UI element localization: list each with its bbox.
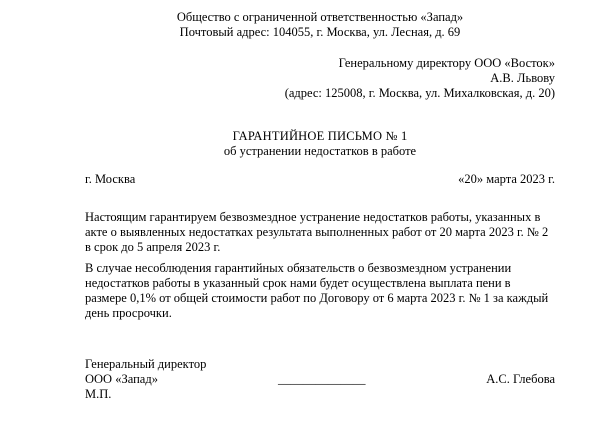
- body-paragraph-1: Настоящим гарантируем безвозмездное устранение недостатков работы, указанных в акте о выявленных недостатках результата выполненных работ от 20 марта 2023 г. № 2 в срок до 5 апреля 2023 г.: [85, 210, 549, 254]
- recipient-address-line: (адрес: 125008, г. Москва, ул. Михалковская, д. 20): [284, 86, 555, 100]
- seal-mark: М.П.: [85, 387, 112, 401]
- sender-address-line: Почтовый адрес: 104055, г. Москва, ул. Лесная, д. 69: [179, 25, 461, 39]
- recipient-position-line: Генеральному директору ООО «Восток»: [338, 56, 555, 70]
- signatory-company-line: ООО «Запад»: [85, 372, 158, 386]
- place-city: г. Москва: [85, 172, 136, 186]
- letter-subtitle: об устранении недостатков в работе: [223, 144, 417, 158]
- letter-title-block: [85, 129, 555, 159]
- recipient-block: [85, 56, 555, 101]
- signature-line: ______________: [278, 372, 366, 386]
- recipient-name-line: А.В. Львову: [490, 71, 555, 85]
- signatory-name: А.С. Глебова: [486, 372, 555, 386]
- signatory-position-line: Генеральный директор: [85, 357, 207, 371]
- signature-block: [85, 357, 555, 402]
- body-paragraph-2: В случае несоблюдения гарантийных обязательств о безвозмездном устранении недостатков работы в указанный срок нами будет осуществлена выплата пени в размере 0,1% от общей стоимости работ по Договору от 6 марта 2023 г. № 1 за каждый день просрочки.: [85, 261, 549, 320]
- sender-block: [85, 10, 555, 40]
- letter-date: «20» марта 2023 г.: [458, 172, 555, 186]
- place-date-row: [85, 172, 555, 187]
- sender-company-line: Общество с ограниченной ответственностью «Запад»: [176, 10, 464, 24]
- letter-title: ГАРАНТИЙНОЕ ПИСЬМО № 1: [232, 129, 408, 143]
